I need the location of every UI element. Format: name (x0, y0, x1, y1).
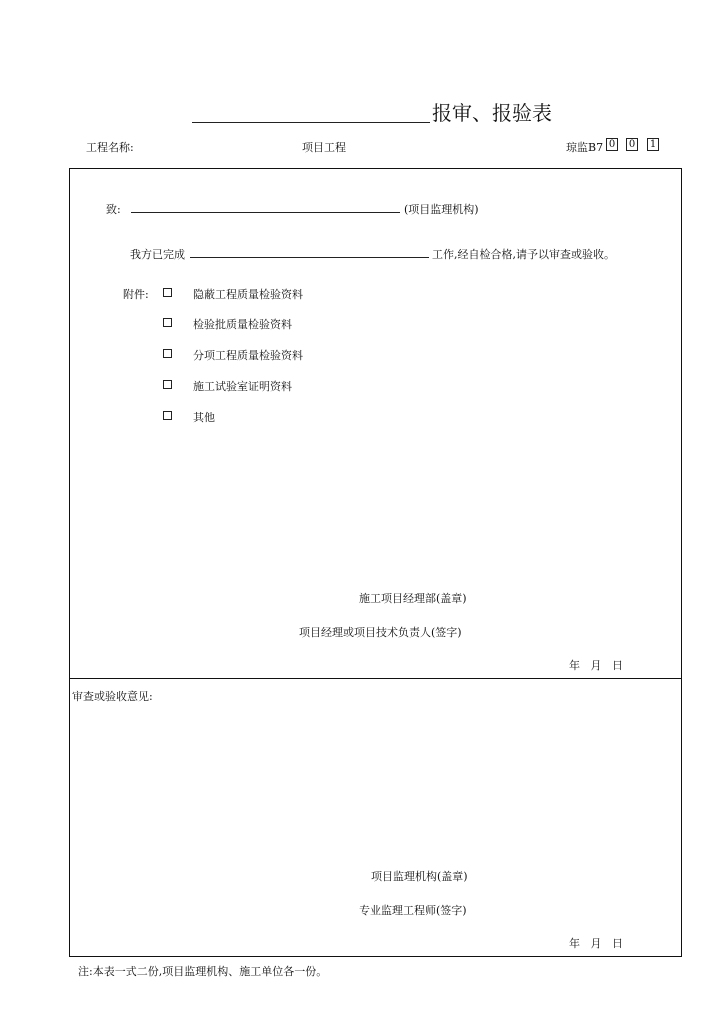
to-suffix: (项目监理机构) (404, 203, 479, 216)
project-name-value: 项目工程 (302, 141, 346, 154)
completed-work-field[interactable] (190, 257, 429, 258)
to-label: 致: (106, 203, 121, 216)
to-recipient-field[interactable] (131, 212, 400, 213)
completed-prefix: 我方已完成 (130, 248, 185, 261)
review-date: 年 月 日 (569, 937, 623, 950)
review-opinion-label: 审查或验收意见: (72, 690, 153, 703)
attachment-item-3: 分项工程质量检验资料 (193, 349, 303, 362)
attachment-checkbox-2[interactable] (163, 318, 172, 327)
footer-note: 注:本表一式二份,项目监理机构、施工单位各一份。 (78, 965, 328, 978)
form-code-prefix: 琼监B7 (566, 141, 604, 154)
attachment-item-2: 检验批质量检验资料 (193, 318, 292, 331)
attachment-item-5: 其他 (193, 411, 215, 424)
engineer-sign-label: 专业监理工程师(签字) (359, 904, 467, 917)
project-name-label: 工程名称: (86, 141, 134, 154)
contractor-sign-label: 项目经理或项目技术负责人(签字) (299, 626, 462, 639)
form-title: 报审、报验表 (432, 101, 552, 125)
form-code-digit-3: 1 (647, 138, 659, 151)
attachment-label: 附件: (123, 288, 149, 301)
title-blank-line[interactable] (192, 122, 430, 123)
completed-suffix: 工作,经自检合格,请予以审查或验收。 (432, 248, 615, 261)
attachment-checkbox-5[interactable] (163, 411, 172, 420)
attachment-checkbox-3[interactable] (163, 349, 172, 358)
attachment-checkbox-4[interactable] (163, 380, 172, 389)
form-code-digit-2: 0 (626, 138, 638, 151)
attachment-item-1: 隐蔽工程质量检验资料 (193, 288, 303, 301)
contractor-seal-label: 施工项目经理部(盖章) (359, 592, 467, 605)
supervisor-seal-label: 项目监理机构(盖章) (371, 870, 468, 883)
attachment-item-4: 施工试验室证明资料 (193, 380, 292, 393)
form-code-digit-1: 0 (606, 138, 618, 151)
attachment-checkbox-1[interactable] (163, 288, 172, 297)
contractor-date: 年 月 日 (569, 659, 623, 672)
